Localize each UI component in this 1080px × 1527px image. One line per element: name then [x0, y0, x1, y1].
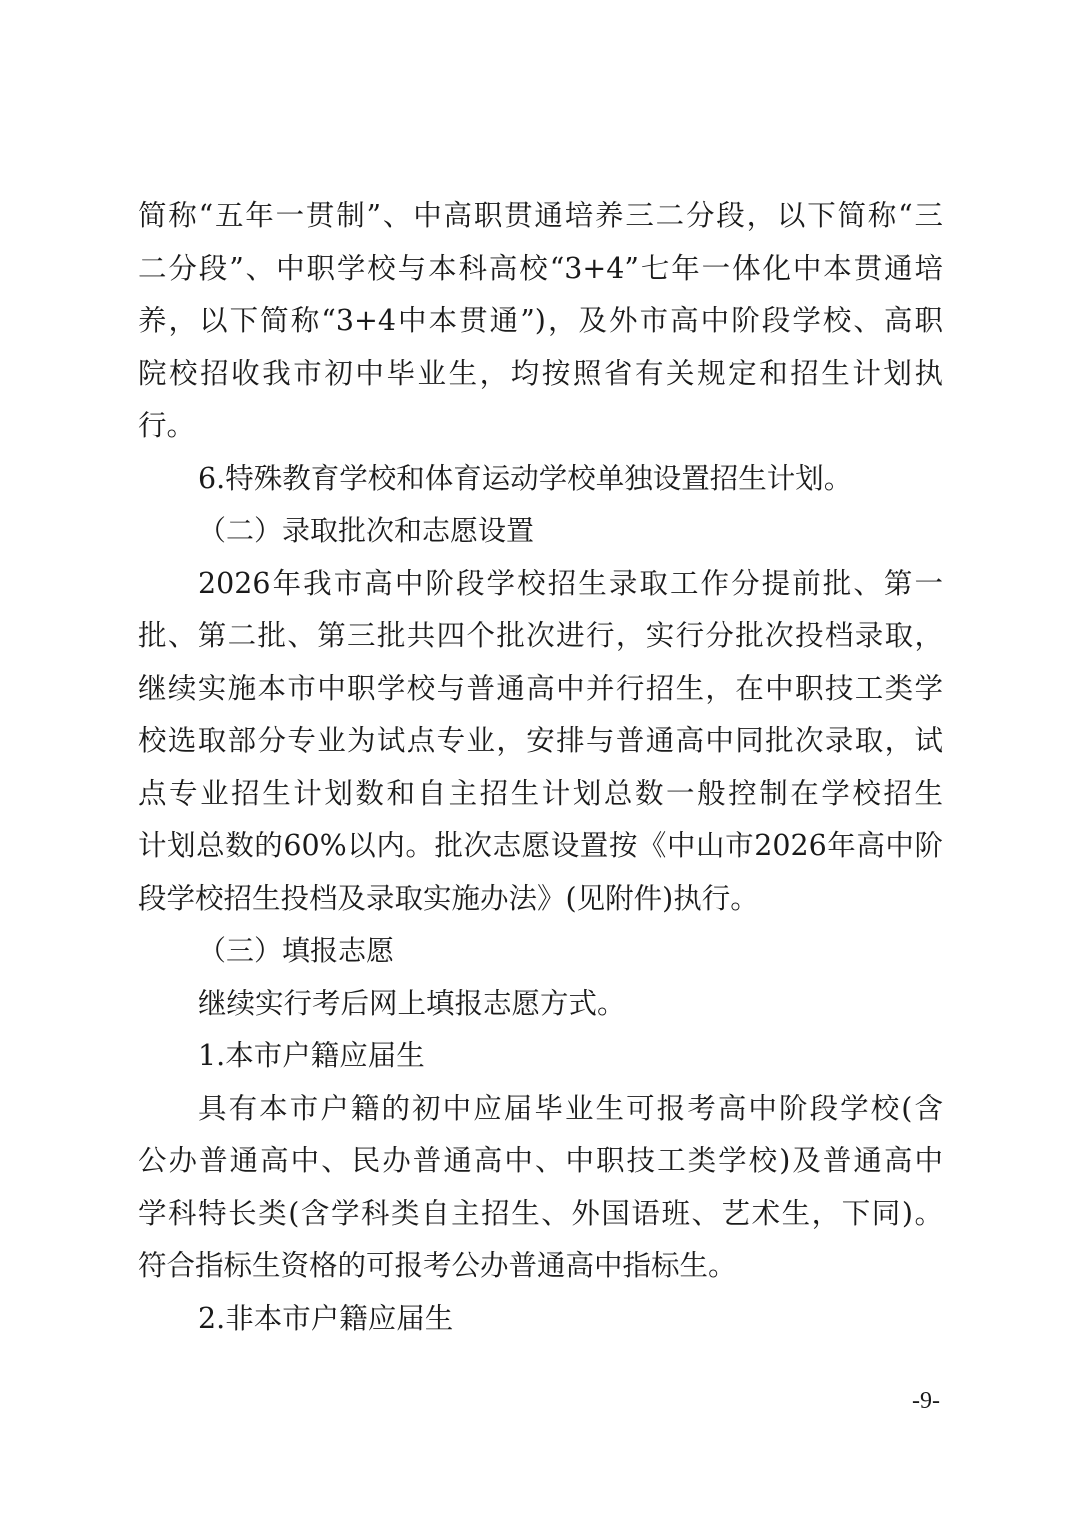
text-line: 简称“五年一贯制”、中高职贯通培养三二分段，以下简称“三 — [138, 199, 943, 232]
text-line: 2.非本市户籍应届生 — [198, 1301, 454, 1335]
text-line: 校选取部分专业为试点专业，安排与普通高中同批次录取，试 — [138, 724, 943, 757]
text-line: 6.特殊教育学校和体育运动学校单独设置招生计划。 — [198, 461, 853, 495]
text-line: 学科特长类(含学科类自主招生、外国语班、艺术生，下同)。 — [138, 1196, 943, 1230]
text-line: 2026年我市高中阶段学校招生录取工作分提前批、第一 — [198, 566, 943, 600]
page-number: -9- — [912, 1388, 940, 1414]
document-body — [138, 190, 943, 1345]
section-heading: （三）填报志愿 — [198, 934, 395, 967]
text-line: 二分段”、中职学校与本科高校“3+4”七年一体化中本贯通培 — [138, 251, 943, 285]
text-line: 段学校招生投档及录取实施办法》(见附件)执行。 — [138, 881, 759, 915]
text-line: 1.本市户籍应届生 — [198, 1039, 425, 1072]
text-line: 具有本市户籍的初中应届毕业生可报考高中阶段学校(含 — [198, 1091, 943, 1125]
section-heading: （二）录取批次和志愿设置 — [198, 514, 535, 547]
text-line: 养，以下简称“3+4中本贯通”)，及外市高中阶段学校、高职 — [138, 304, 943, 337]
text-line: 符合指标生资格的可报考公办普通高中指标生。 — [138, 1249, 737, 1282]
text-line: 继续实施本市中职学校与普通高中并行招生，在中职技工类学 — [138, 671, 943, 705]
text-line: 院校招收我市初中毕业生，均按照省有关规定和招生计划执 — [138, 356, 943, 390]
text-line: 计划总数的60%以内。批次志愿设置按《中山市2026年高中阶 — [138, 829, 943, 862]
text-line: 行。 — [138, 409, 196, 442]
text-line: 点专业招生计划数和自主招生计划总数一般控制在学校招生 — [138, 776, 943, 810]
text-line: 批、第二批、第三批共四个批次进行，实行分批次投档录取， — [138, 619, 943, 652]
text-line: 公办普通高中、民办普通高中、中职技工类学校)及普通高中 — [138, 1144, 943, 1177]
text-line: 继续实行考后网上填报志愿方式。 — [198, 986, 626, 1020]
